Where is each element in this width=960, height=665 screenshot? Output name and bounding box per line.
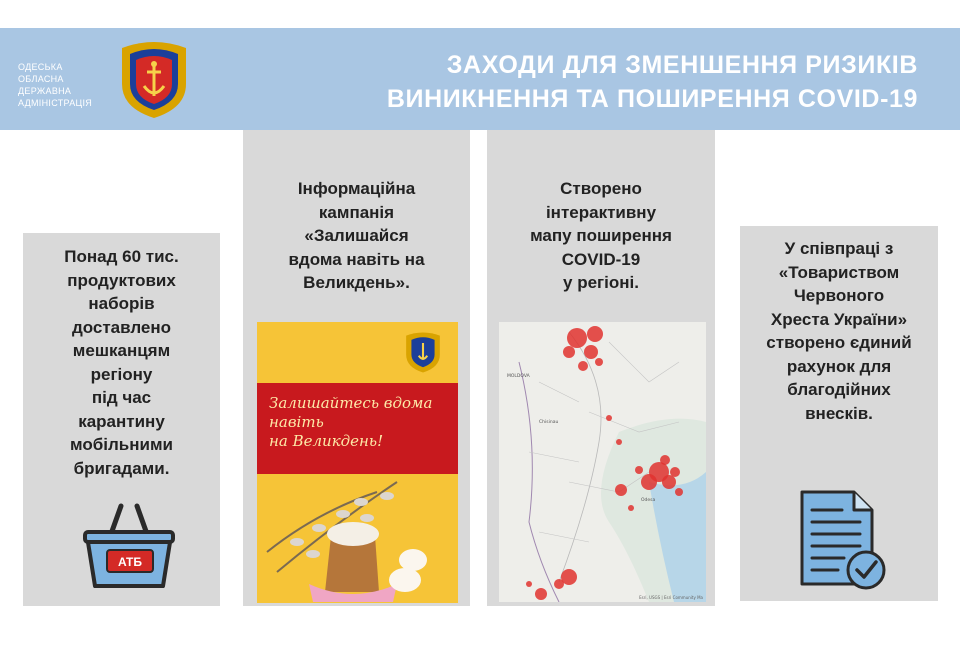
card-line: кампанія: [318, 202, 395, 222]
page-title-line: ЗАХОДИ ДЛЯ ЗМЕНШЕННЯ РИЗИКІВ: [446, 51, 918, 79]
org-name: [18, 61, 108, 109]
poster-coat-of-arms: [403, 330, 443, 374]
card-line: інтерактивну: [545, 202, 657, 222]
poster-line: навіть: [269, 413, 324, 431]
poster-slogan: [269, 394, 454, 451]
easter-poster: [257, 322, 458, 603]
card-text: [243, 177, 470, 295]
org-name-line: ДЕРЖАВНА: [18, 86, 72, 96]
org-name-line: АДМІНІСТРАЦІЯ: [18, 98, 93, 108]
card-line: «Залишайся: [304, 226, 409, 245]
card-line: внесків.: [805, 403, 873, 423]
card-line: створено єдиний: [766, 333, 912, 352]
basket-label: АТБ: [117, 555, 143, 569]
card-line: доставлено: [71, 317, 172, 337]
poster-line: Залишайтесь вдома: [269, 394, 433, 412]
map-credit: Esri, USGS | Esri Community Ma: [639, 595, 703, 600]
card-line: рахунок для: [786, 356, 892, 376]
map-label: Chisinau: [539, 420, 559, 425]
card-line: мешканцям: [72, 341, 171, 360]
map-base: [499, 322, 706, 602]
card-line: регіону: [90, 364, 153, 384]
card-line: наборів: [88, 294, 155, 313]
card-line: бригадами.: [73, 458, 170, 478]
card-line: «Товариством: [778, 262, 900, 282]
food-delivery-card: [23, 233, 220, 606]
card-line: Червоного: [793, 286, 885, 305]
card-text: [487, 177, 715, 295]
card-line: Великдень».: [303, 273, 410, 292]
map-label: MOLDOVA: [507, 374, 530, 379]
easter-cake-illustration: [257, 472, 458, 603]
org-name-line: ОБЛАСНА: [18, 74, 64, 84]
poster-line: на Великдень!: [269, 432, 384, 450]
card-line: Понад 60 тис.: [64, 247, 179, 266]
card-line: у регіоні.: [563, 273, 639, 292]
card-line: мапу поширення: [530, 226, 672, 245]
card-line: Хреста України»: [770, 309, 908, 329]
covid-map: [499, 322, 706, 602]
card-line: під час: [91, 388, 152, 407]
org-name-line: ОДЕСЬКА: [18, 62, 63, 72]
card-line: У співпраці з: [784, 239, 894, 258]
card-text: [23, 245, 220, 480]
red-cross-card: [740, 226, 938, 601]
card-text: [740, 237, 938, 425]
card-line: продуктових: [67, 270, 176, 290]
map-label: Odesa: [641, 498, 656, 503]
page-title: [318, 48, 918, 116]
coat-of-arms-logo: [116, 38, 192, 120]
card-line: COVID-19: [561, 249, 641, 269]
page-title-line: ВИНИКНЕННЯ ТА ПОШИРЕННЯ COVID-19: [386, 85, 918, 113]
card-line: карантину: [78, 411, 165, 431]
card-line: Інформаційна: [297, 179, 416, 198]
card-line: мобільними: [70, 435, 173, 454]
shopping-basket-icon: [81, 498, 177, 594]
document-check-icon: [796, 488, 892, 592]
card-line: вдома навіть на: [288, 249, 425, 269]
card-line: благодійних: [787, 380, 891, 399]
card-line: Створено: [560, 179, 642, 198]
